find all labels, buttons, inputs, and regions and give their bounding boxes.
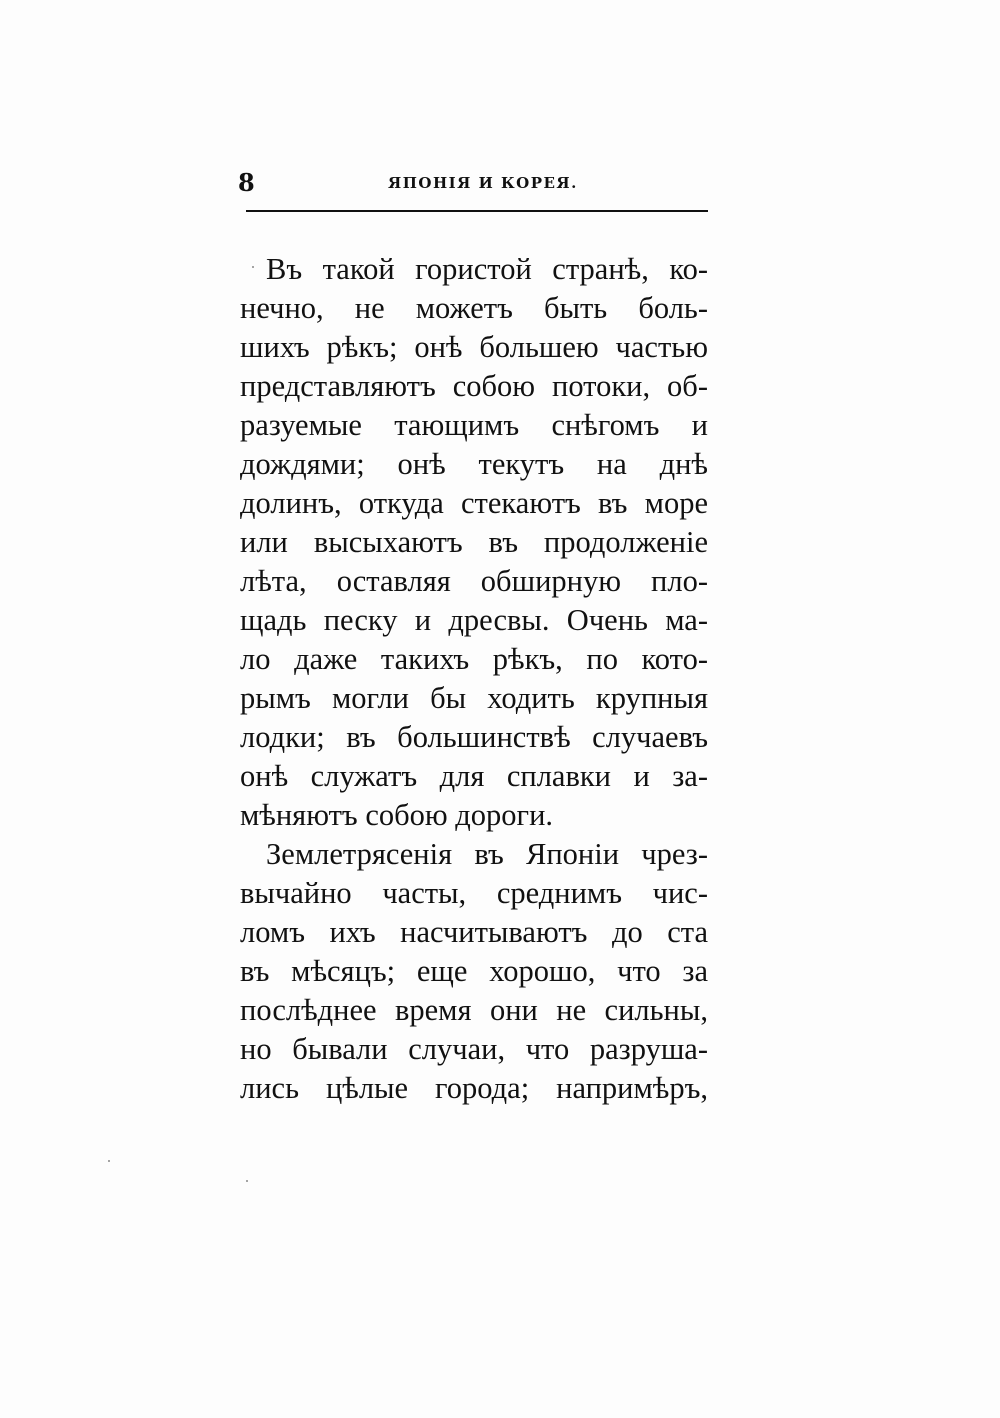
text-line: представляютъ собою потоки, об- — [240, 369, 708, 403]
text-line: ломъ ихъ насчитываютъ до ста — [240, 915, 708, 949]
scan-speck — [246, 1180, 248, 1182]
text-line: долинъ, откуда стекаютъ въ море — [240, 486, 708, 520]
text-line: разуемые тающимъ снѣгомъ и — [240, 408, 708, 442]
scan-speck — [252, 266, 254, 268]
body-text — [240, 250, 708, 1108]
running-title: ЯПОНІЯ И КОРЕЯ. — [388, 174, 578, 192]
text-line: лись цѣлые города; напримѣръ, — [240, 1071, 708, 1105]
text-line: послѣднее время они не сильны, — [240, 993, 708, 1027]
text-line: нечно, не можетъ быть боль- — [240, 291, 708, 325]
text-line: ло даже такихъ рѣкъ, по кото- — [240, 642, 708, 676]
text-line: вычайно часты, среднимъ чис- — [240, 876, 708, 910]
paragraph-1 — [240, 250, 708, 835]
scan-speck — [108, 1160, 110, 1162]
page-number: 8 — [238, 168, 255, 197]
text-line: рымъ могли бы ходить крупныя — [240, 681, 708, 715]
text-line: мѣняютъ собою дороги. — [240, 798, 554, 832]
text-line: шихъ рѣкъ; онѣ большею частью — [240, 330, 708, 364]
text-line: Землетрясенія въ Японіи чрез- — [266, 837, 708, 871]
text-line: щадь песку и дресвы. Очень ма- — [240, 603, 708, 637]
header-rule — [246, 210, 708, 212]
text-line: лѣта, оставляя обширную пло- — [240, 564, 708, 598]
paragraph-2 — [240, 835, 708, 1108]
text-line: Въ такой гористой странѣ, ко- — [266, 252, 708, 286]
text-line: лодки; въ большинствѣ случаевъ — [240, 720, 708, 754]
text-line: но бывали случаи, что разруша- — [240, 1032, 708, 1066]
text-line: дождями; онѣ текутъ на днѣ — [240, 447, 708, 481]
text-line: или высыхаютъ въ продолженіе — [240, 525, 708, 559]
text-line: въ мѣсяцъ; еще хорошо, что за — [240, 954, 708, 988]
text-line: онѣ служатъ для сплавки и за- — [240, 759, 708, 793]
